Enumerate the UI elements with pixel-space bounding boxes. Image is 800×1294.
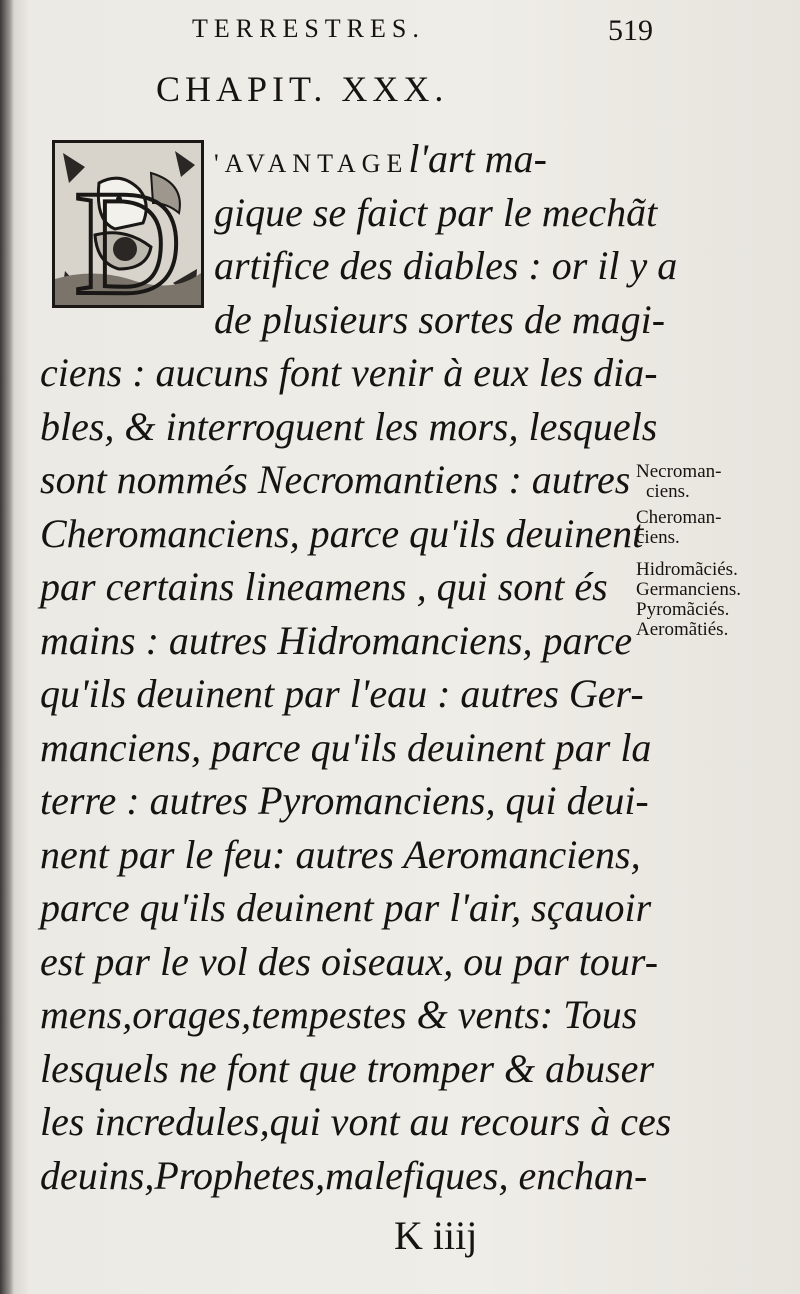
page-number: 519 <box>608 14 653 47</box>
margin-note: ciens. <box>646 481 690 502</box>
body-line: mens,orages,tempestes & vents: Tous <box>40 992 638 1037</box>
body-line: de plusieurs sortes de magi- <box>214 296 666 342</box>
body-line: nent par le feu: autres Aeromanciens, <box>40 831 641 877</box>
body-line: terre : autres Pyromanciens, qui deui- <box>40 778 649 823</box>
body-line: par certains lineamens , qui sont és <box>40 564 608 609</box>
decorated-initial <box>52 140 204 308</box>
chapter-heading: CHAPIT. XXX. <box>156 69 449 109</box>
body-line-text: l'art ma- <box>408 136 547 181</box>
body-line: artifice des diables : or il y a <box>214 243 678 288</box>
body-line: Cheromanciens, parce qu'ils deuinent <box>40 510 644 556</box>
body-line: gique se faict par le mechãt <box>214 189 658 235</box>
running-title: TERRESTRES. <box>192 14 425 43</box>
margin-note: ciens. <box>636 527 680 548</box>
margin-note: Germanciens. <box>636 579 741 600</box>
margin-note: Cheroman- <box>636 507 722 528</box>
margin-note: Aeromãtiés. <box>636 619 729 640</box>
lead-word: 'AVANTAGE <box>214 149 409 178</box>
woodcut-ornament-icon <box>55 143 201 305</box>
margin-note: Pyromãciés. <box>636 599 730 620</box>
body-line: bles, & interroguent les mors, lesquels <box>40 403 658 449</box>
body-line: les incredules,qui vont au recours à ces <box>40 1099 672 1144</box>
body-line: mains : autres Hidromanciens, parce <box>40 617 633 663</box>
margin-notes <box>636 462 796 640</box>
body-line: manciens, parce qu'ils deuinent par la <box>40 724 652 770</box>
body-line: parce qu'ils deuinent par l'air, sçauoir <box>40 885 652 930</box>
initial-letter: D <box>73 160 183 305</box>
book-gutter <box>0 0 14 1294</box>
signature-mark: K iiij <box>394 1213 478 1258</box>
body-line: est par le vol des oiseaux, ou par tour- <box>40 938 659 984</box>
body-line: sont nommés Necromantiens : autres <box>40 457 631 502</box>
margin-note: Hidromãciés. <box>636 559 738 580</box>
margin-note: Necroman- <box>636 461 722 482</box>
body-line: ciens : aucuns font venir à eux les dia- <box>40 350 658 395</box>
body-line <box>214 136 547 187</box>
body-line: lesquels ne font que tromper & abuser <box>40 1045 655 1091</box>
body-line: qu'ils deuinent par l'eau : autres Ger- <box>40 671 644 716</box>
body-line: deuins,Prophetes,malefiques, enchan- <box>40 1152 648 1198</box>
